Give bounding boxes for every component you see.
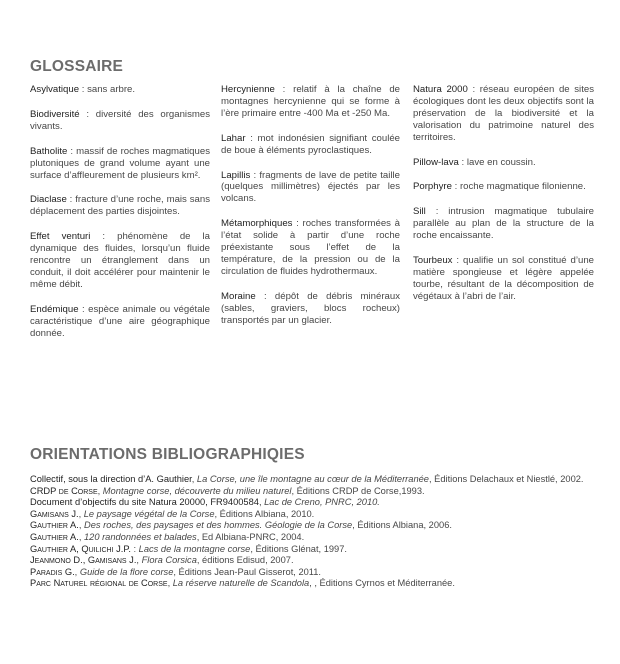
bibliography-entry [30,544,605,556]
glossary-definition: roche magmatique filonienne. [459,181,586,193]
bibliography-title: Flora Corsica [141,555,197,566]
glossary-separator: : [425,206,449,218]
bibliography-separator: , [136,555,142,566]
bibliography-author: Gauthier A. [30,520,79,531]
glossary-entry [413,206,594,242]
bibliography-title: Des roches, des paysages et des hommes. Géologie de la Corse [83,520,353,531]
bibliography-author: Gamisans J. [30,508,79,519]
bibliography-title: La Corse, une île montagne au cœur de la Méditerranée [196,474,429,484]
bibliography-entry [30,497,605,509]
glossary-separator: : [78,303,89,315]
bibliography-author: Collectif, sous la direction d’A. Gauthier [30,474,192,484]
glossary-term: Endémique [30,303,79,315]
glossary-entry [221,218,400,278]
bibliography-separator: , [167,578,173,589]
glossary-separator: : [250,169,260,181]
bibliography-separator: , [97,485,103,496]
bibliography-author: Gauthier A. [30,531,79,542]
bibliography-heading: ORIENTATIONS BIBLIOGRAPHIQIES [30,446,305,463]
bibliography-entry [30,578,605,590]
glossary-term: Lahar [221,132,246,144]
glossary-heading: GLOSSAIRE [30,58,124,75]
bibliography-separator: , [78,520,84,531]
bibliography-separator: , [74,566,80,577]
glossary-separator: : [292,218,303,230]
glossary-separator: : [67,145,77,157]
glossary-term: Lapillis [221,169,251,181]
glossary-definition: dépôt de débris minéraux (sables, graviers, blocs rocheux) transportés par un glacier. [221,290,401,326]
bibliography-title: Lacs de la montagne corse [138,543,251,554]
bibliography-publisher: , Éditions CRDP de Corse,1993. [291,485,425,496]
bibliography-separator: , [191,474,197,484]
glossary-term: Moraine [221,290,256,302]
bibliography-entry [30,520,605,532]
bibliography-title: Montagne corse, découverte du milieu naturel [102,485,292,496]
bibliography-title: Le paysage végétal de la Corse [83,508,215,519]
glossary-term: Asylvatique [30,84,80,95]
bibliography-title: Lac de Creno, PNRC, 2010. [264,497,380,508]
glossary-definition: diversité des organismes vivants. [30,108,210,132]
glossary-entry [413,255,594,303]
bibliography-entry [30,567,605,579]
glossary-term: Effet venturi [30,231,91,243]
bibliography-title: 120 randonnées et balades [83,531,197,542]
bibliography-entry [30,532,605,544]
bibliography-entry [30,474,605,486]
glossary-entry [30,146,210,182]
glossary-entry [30,194,210,218]
glossary-definition: phénomène de la dynamique des fluides, lorsqu’un fluide rencontre un étranglement dans un conduit, il doit accélérer pour maintenir le même débit. [30,231,210,290]
bibliography-publisher: , Éditions Glénat, 1997. [250,543,347,554]
glossary-definition: roches transformées à l’état solide à partir d’une roche préexistante sous l’effet de la température, de la pression ou de la circulation de fluides hydrothermaux. [221,218,401,277]
bibliography-publisher: , Éditions Jean-Paul Gisserot, 2011. [173,566,322,577]
glossary-term: Sill [413,206,426,218]
bibliography-title: La réserve naturelle de Scandola [172,578,310,589]
bibliography-publisher: , éditions Edisud, 2007. [196,555,294,566]
bibliography-author: Parc Naturel régional de Corse [30,578,168,589]
glossary-definition: lave en coussin. [466,156,536,168]
glossary-entry [413,157,594,169]
bibliography-title: Guide de la flore corse [79,566,174,577]
glossary-entry [30,304,210,340]
glossary-term: Métamorphiques [221,218,293,230]
glossary-definition: fracture d’une roche, mais sans déplacement des parties disjointes. [30,194,210,218]
glossary-definition: réseau européen de sites écologiques dont les deux objectifs sont la préservation de la biodiversité et la valorisation du patrimoine naturel des territoires. [413,84,594,143]
glossary-definition: mot indonésien signifiant coulée de boue à éléments pyroclastiques. [221,132,400,156]
glossary-entry [221,291,400,327]
glossary-column-3 [413,84,594,316]
glossary-term: Hercynienne [221,84,275,95]
bibliography-separator: : [130,543,139,554]
glossary-separator: : [458,156,467,168]
glossary-separator: : [451,181,460,193]
glossary-entry [30,109,210,133]
glossary-separator: : [79,108,96,120]
glossary-term: Diaclase [30,194,67,206]
bibliography-publisher: , Éditions Albiana, 2006. [352,520,452,531]
bibliography-entry [30,509,605,521]
glossary-entry [221,133,400,157]
glossary-separator: : [452,255,464,267]
glossary-separator: : [79,84,88,95]
glossary-entry [221,170,400,206]
glossary-entry [221,84,400,120]
glossary-term: Porphyre [413,181,452,193]
glossary-term: Pillow-lava [413,156,459,168]
bibliography-author: Paradis G. [30,566,75,577]
glossary-definition: espèce animale ou végétale caractéristique d’une aire géographique donnée. [30,303,210,339]
glossary-separator: : [467,84,480,95]
bibliography-author: Document d’objectifs du site Natura 20000, FR9400584 [30,497,259,508]
bibliography-author: CRDP de Corse [30,485,98,496]
glossary-separator: : [66,194,76,206]
glossary-term: Tourbeux [413,255,453,267]
glossary-definition: intrusion magmatique tubulaire parallèle au plan de la structure de la roche encaissante. [413,206,594,242]
glossary-term: Biodiversité [30,108,80,120]
bibliography-list [30,474,605,590]
glossary-separator: : [255,290,275,302]
glossary-entry [413,181,594,193]
glossary-definition: relatif à la chaîne de montagnes hercynienne qui se forme à l’ère primaire entre -400 Ma et -250 Ma. [221,84,401,119]
bibliography-publisher: , , Éditions Cyrnos et Méditerranée. [309,578,455,589]
bibliography-separator: , [78,531,84,542]
glossary-definition: qualifie un sol constitué d’une matière spongieuse et légère appelée tourbe, résultant de la décomposition de végétaux à l’abri de l’air. [413,255,595,302]
glossary-column-2 [221,84,400,340]
glossary-separator: : [245,132,258,144]
bibliography-publisher: , Éditions Delachaux et Niestlé, 2002. [428,474,584,484]
bibliography-author: Gauthier A, Quilichi J.P. [30,543,131,554]
glossary-entry [413,84,594,144]
glossary-entry [30,231,210,291]
glossary-definition: massif de roches magmatiques plutoniques de grand volume ayant une surface d’affleurement de plusieurs km². [30,145,210,181]
glossary-term: Natura 2000 [413,84,468,95]
glossary-entry [30,84,210,96]
glossary-separator: : [90,231,118,243]
bibliography-entry [30,486,605,498]
bibliography-publisher: , Ed Albiana-PNRC, 2004. [196,531,305,542]
bibliography-entry [30,555,605,567]
glossary-separator: : [274,84,294,95]
bibliography-separator: , [78,508,84,519]
glossary-column-1 [30,84,210,353]
glossary-definition: sans arbre. [87,84,136,95]
bibliography-publisher: , Éditions Albiana, 2010. [214,508,315,519]
glossary-definition: fragments de lave de petite taille (quelques millimètres) éjectés par les volcans. [221,169,400,205]
bibliography-separator: , [258,497,265,508]
bibliography-author: Jeanmono D., Gamisans J. [30,555,137,566]
glossary-term: Batholite [30,145,68,157]
